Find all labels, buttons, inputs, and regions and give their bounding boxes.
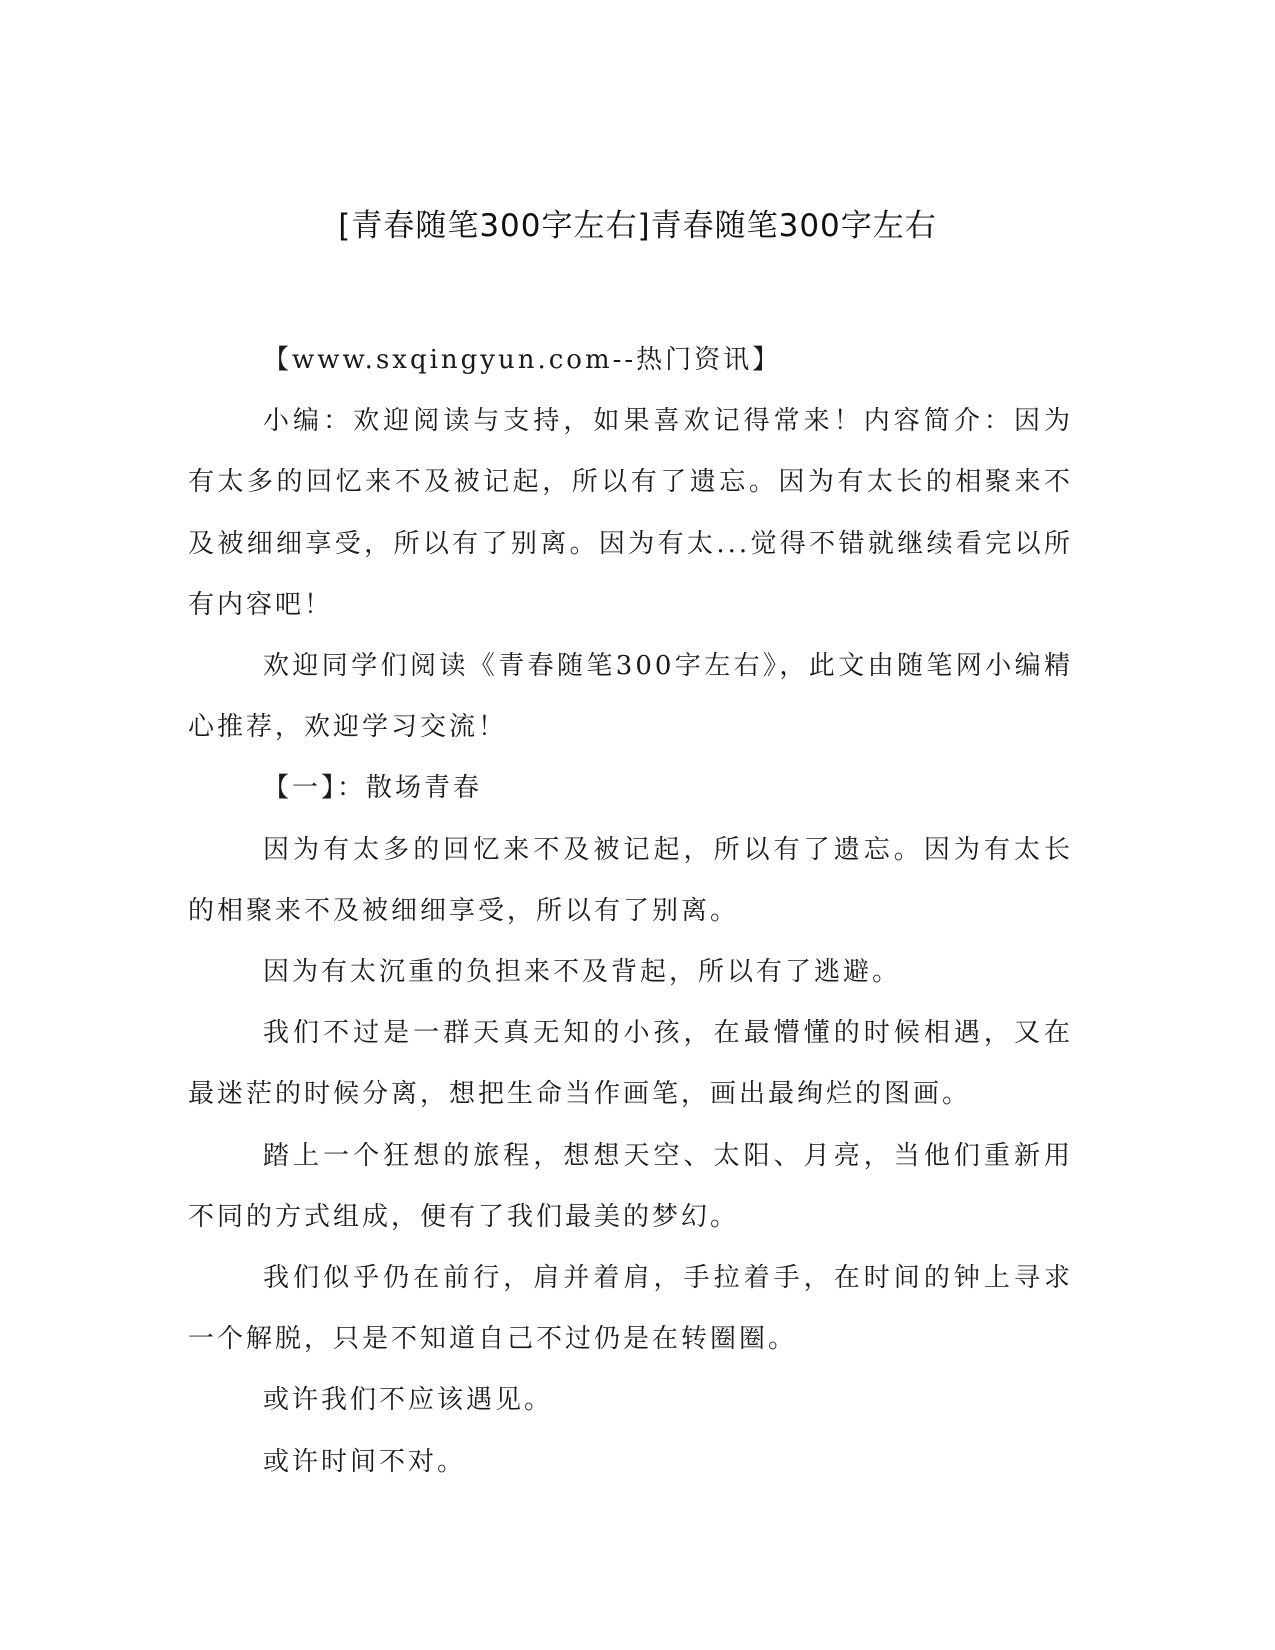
- body-paragraph: 我们不过是一群天真无知的小孩，在最懵懂的时候相遇，又在最迷茫的时候分离，想把生命当作画笔，画出最绚烂的图画。: [188, 1018, 1073, 1110]
- body-paragraph: 因为有太沉重的负担来不及背起，所以有了逃避。: [263, 957, 902, 988]
- body-paragraph: 我们似乎仍在前行，肩并着肩，手拉着手，在时间的钟上寻求一个解脱，只是不知道自己不过仍是在转圈圈。: [188, 1263, 1073, 1355]
- document-title: [青春随笔300字左右]青春随笔300字左右: [338, 208, 937, 244]
- intro-paragraph: 小编：欢迎阅读与支持，如果喜欢记得常来！内容简介：因为有太多的回忆来不及被记起，所以有了遗忘。因为有太长的相聚来不及被细细享受，所以有了别离。因为有太...觉得不错就继续看完以所有内容吧！: [188, 406, 1073, 620]
- document-body: [188, 330, 1073, 1493]
- body-paragraph: 踏上一个狂想的旅程，想想天空、太阳、月亮，当他们重新用不同的方式组成，便有了我们最美的梦幻。: [188, 1140, 1073, 1232]
- section-heading: 【一】：散场青春: [263, 773, 483, 804]
- body-paragraph: 因为有太多的回忆来不及被记起，所以有了遗忘。因为有太长的相聚来不及被细细享受，所以有了别离。: [188, 834, 1073, 926]
- body-paragraph: 或许我们不应该遇见。: [263, 1385, 554, 1416]
- body-paragraph: 或许时间不对。: [263, 1446, 467, 1477]
- source-line: 【www.sxqingyun.com--热门资讯】: [263, 345, 782, 375]
- welcome-paragraph: 欢迎同学们阅读《青春随笔300字左右》，此文由随笔网小编精心推荐，欢迎学习交流！: [188, 651, 1073, 743]
